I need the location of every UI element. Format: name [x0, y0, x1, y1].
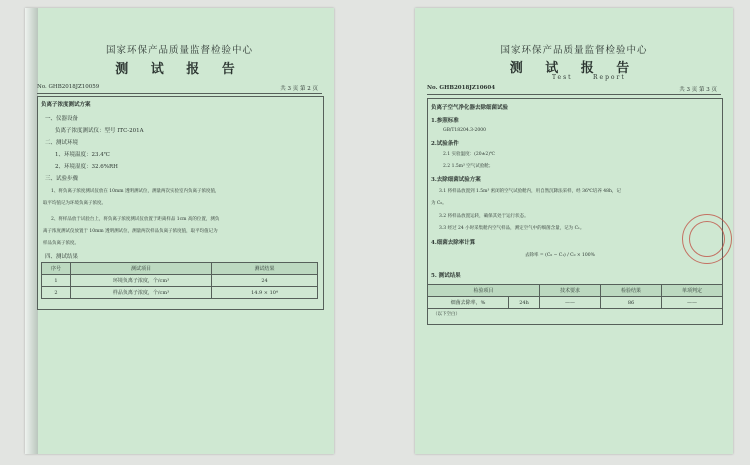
instrument-item: 负离子浓度测试仪：型号 ITC-201A	[55, 128, 144, 134]
section-heading: 3.去除细菌试验方案	[431, 177, 481, 183]
step-text: 3.2 将样品放置运转，确保其处于运行状态。	[439, 214, 529, 219]
step-text: 3.3 经过 24 小时采集舱内空气样品，测定空气中的细菌含量，记为 C₁。	[439, 226, 585, 231]
red-seal-stamp	[682, 214, 732, 264]
table-row	[42, 275, 318, 287]
table-row	[428, 297, 723, 309]
page-info: 共 3 页 第 3 页	[679, 87, 717, 93]
subtitle-report: Report	[593, 74, 626, 81]
step-text: 取平均值记为环境负离子浓度。	[43, 201, 106, 206]
table-cell: 24h	[509, 297, 540, 309]
step-text: 3.1 将样品放置到 1.5m³ 密闭的空气试验舱内，用自然沉降法采样，经 36℃培养 48h，记	[439, 189, 621, 194]
results-table	[41, 262, 318, 299]
section-title: 负离子浓度测试方案	[41, 102, 91, 108]
report-title: 测 试 报 告	[509, 61, 639, 76]
step-text: 样品负离子浓度。	[43, 241, 79, 246]
step-text: 离子浓度测试仪放置于 10mm 透明测试位，测量两次样品负离子浓度值，取平均值记为	[43, 229, 218, 234]
formula: 去除率 = (C₀ − C₁) / C₀ × 100%	[525, 253, 595, 258]
header-rule	[37, 93, 322, 94]
results-table	[427, 284, 723, 309]
table-row	[42, 287, 318, 299]
section-heading: 5. 测试结果	[431, 273, 461, 279]
table-cell: ——	[662, 297, 723, 309]
table-cell: 14.9 × 10⁴	[212, 287, 318, 299]
table-cell: 环境负离子浓度，个/cm³	[71, 275, 212, 287]
table-cell: 24	[212, 275, 318, 287]
report-title: 测 试 报 告	[115, 62, 244, 77]
table-header-cell: 检验项目	[428, 285, 540, 297]
report-page-right	[415, 8, 733, 454]
page-info: 共 3 页 第 2 页	[280, 86, 318, 92]
header-rule	[427, 94, 721, 95]
footer-note: （以下空白）	[433, 312, 460, 317]
section-heading: 一、仪器设备	[45, 116, 79, 122]
step-text: 2、将样品放于试验台上，将负离子浓度测试仪放置于距离样品 1cm 高的位置，测负	[51, 217, 220, 222]
step-text: 为 C₀。	[431, 201, 447, 206]
report-number: No. GHB2018JZ10059	[37, 84, 100, 90]
section-heading: 二、测试环境	[45, 140, 79, 146]
section-heading: 4.细菌去除率计算	[431, 240, 476, 246]
report-number: No. GHB2018JZ10604	[427, 85, 496, 91]
table-header-row	[42, 263, 318, 275]
section-heading: 四、测试结果	[45, 254, 79, 260]
report-page-left	[25, 8, 334, 454]
org-title: 国家环保产品质量监督检验中心	[105, 45, 253, 56]
table-cell: 86	[601, 297, 662, 309]
table-header-cell: 测试结果	[212, 263, 318, 275]
table-cell: ——	[540, 297, 601, 309]
table-header-cell: 技术要求	[540, 285, 601, 297]
condition-item: 2.2 1.5m³ 空气试验舱；	[443, 164, 494, 169]
table-cell: 样品负离子浓度，个/cm³	[71, 287, 212, 299]
section-heading: 三、试验步骤	[45, 176, 79, 182]
env-temperature: 1、环境温度：23.4℃	[55, 152, 110, 158]
standard-item: GB/T18204.3-2000	[443, 128, 487, 133]
table-header-row	[428, 285, 723, 297]
condition-item: 2.1 实验温度：(20±2)℃	[443, 152, 495, 157]
step-text: 1、将负离子浓度测试仪放在 10mm 透明测试位，测量两次实验室内负离子浓度值，	[51, 189, 220, 194]
org-title: 国家环保产品质量监督检验中心	[500, 45, 648, 56]
table-header-cell: 单项判定	[662, 285, 723, 297]
table-header-cell: 测试项目	[71, 263, 212, 275]
table-header-cell: 检验结果	[601, 285, 662, 297]
table-cell: 2	[42, 287, 71, 299]
table-cell: 1	[42, 275, 71, 287]
section-title: 负离子空气净化器去除细菌试验	[431, 105, 509, 111]
subtitle-test: Test	[552, 74, 573, 81]
section-heading: 2.试验条件	[431, 141, 459, 147]
section-heading: 1.参照标准	[431, 118, 459, 124]
env-humidity: 2、环境湿度：32.6%RH	[55, 164, 118, 170]
table-cell: 细菌去除率，%	[428, 297, 509, 309]
table-header-cell: 序号	[42, 263, 71, 275]
